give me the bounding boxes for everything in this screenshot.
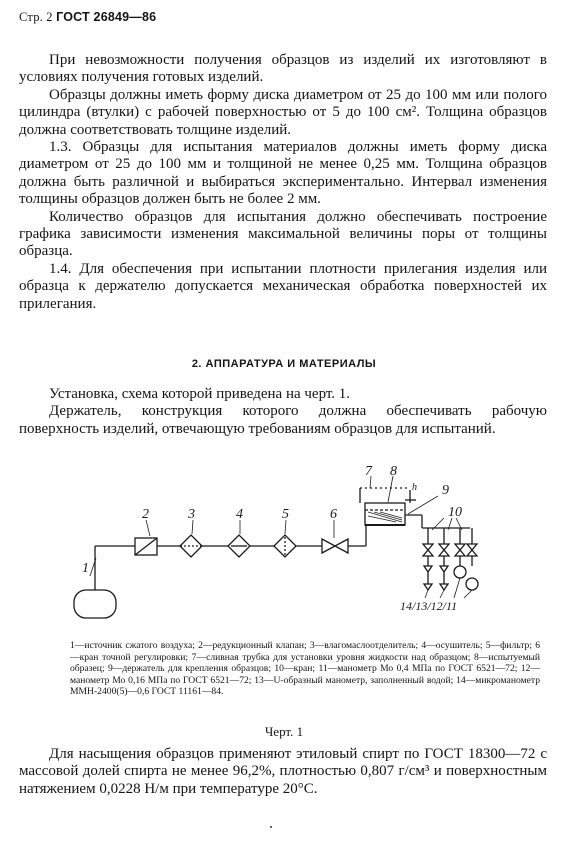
label-3: 3 (188, 507, 195, 522)
paragraph: 1.3. Образцы для испытания материалов должны иметь форму диска диаметром от 25 до 100 мм и толщиной не менее 0,25 мм. Толщина образцов должна быть различной и выбираться экспериментально. Интервал изменения толщины образцов должен быть не более 2 мм. (19, 139, 547, 208)
paragraph: Образцы должны иметь форму диска диаметром от 25 до 100 мм или полого цилиндра (втулки) с рабочей поверхностью от 5 до 100 см². Толщина образцов должна соответствовать толщине изделий. (19, 86, 547, 138)
air-source-tank (74, 590, 116, 618)
label-h: h (412, 482, 417, 493)
paragraph: Для насыщения образцов применяют этиловый спирт по ГОСТ 18300—72 с массовой долей спирта не менее 96,2%, плотностью 0,807 г/см³ и поверхностным натяжением 0,0228 Н/м при температуре 20°С. (19, 746, 547, 797)
label-10: 10 (448, 505, 462, 520)
label-7: 7 (365, 464, 372, 479)
page-number: Стр. 2 (19, 10, 53, 24)
apparatus-diagram (60, 460, 500, 635)
paragraph: Количество образцов для испытания должно обеспечивать построение графика зависимости изменения максимальной величины поры от толщины образца. (19, 208, 547, 260)
figure-caption: 1—источник сжатого воздуха; 2—редукционный клапан; 3—влагомаслоотделитель; 4—осушитель; 5—фильтр; 6—кран точной регулировки; 7—сливная трубка для установки уровня жидкости над образцом; 8—испытуемый образец; 9—держатель для крепления образцов; 10—кран; 11—манометр Мо 0,4 МПа по ГОСТ 6521—72; 12—манометр Мо 0,16 МПа по ГОСТ 6521—72; 13—U-образный манометр, заполненный водой; 14—микроманометр ММН-2400(5)—0,6 ГОСТ 11161—84. (70, 640, 540, 697)
sample-holder (365, 503, 405, 525)
ink-dot (270, 826, 272, 828)
standard-code: ГОСТ 26849—86 (56, 10, 157, 24)
label-4: 4 (236, 507, 243, 522)
figure-label: Черт. 1 (264, 724, 304, 739)
separator-symbol (180, 535, 202, 557)
body-text-top (19, 52, 547, 313)
label-1: 1 (82, 561, 89, 576)
valve-bank (423, 528, 478, 590)
paragraph: Установка, схема которой приведена на черт. 1. (49, 386, 351, 402)
label-5: 5 (282, 507, 289, 522)
precision-valve (322, 539, 348, 553)
label-8: 8 (390, 464, 397, 479)
paragraph: 1.4. Для обеспечения при испытании плотности прилегания изделия или образца к держателю допускается механическая обработка поверхностей их прилегания. (19, 260, 547, 312)
label-6: 6 (330, 507, 337, 522)
section-title: 2. АППАРАТУРА И МАТЕРИАЛЫ (191, 358, 377, 370)
label-9: 9 (442, 483, 449, 498)
body-text-bottom (19, 746, 547, 798)
paragraph: Держатель, конструкция которого должна обеспечивать рабочую поверхность изделий, отвечающую требованиям образцов для испытаний. (19, 403, 547, 437)
paragraph: При невозможности получения образцов из изделий их изготовляют в условиях получения готовых изделий. (19, 52, 547, 86)
body-text-mid (19, 386, 547, 438)
label-bottom-gauges: 14/13/12/11 (400, 599, 458, 613)
label-2: 2 (142, 507, 149, 522)
page-header (19, 10, 156, 25)
